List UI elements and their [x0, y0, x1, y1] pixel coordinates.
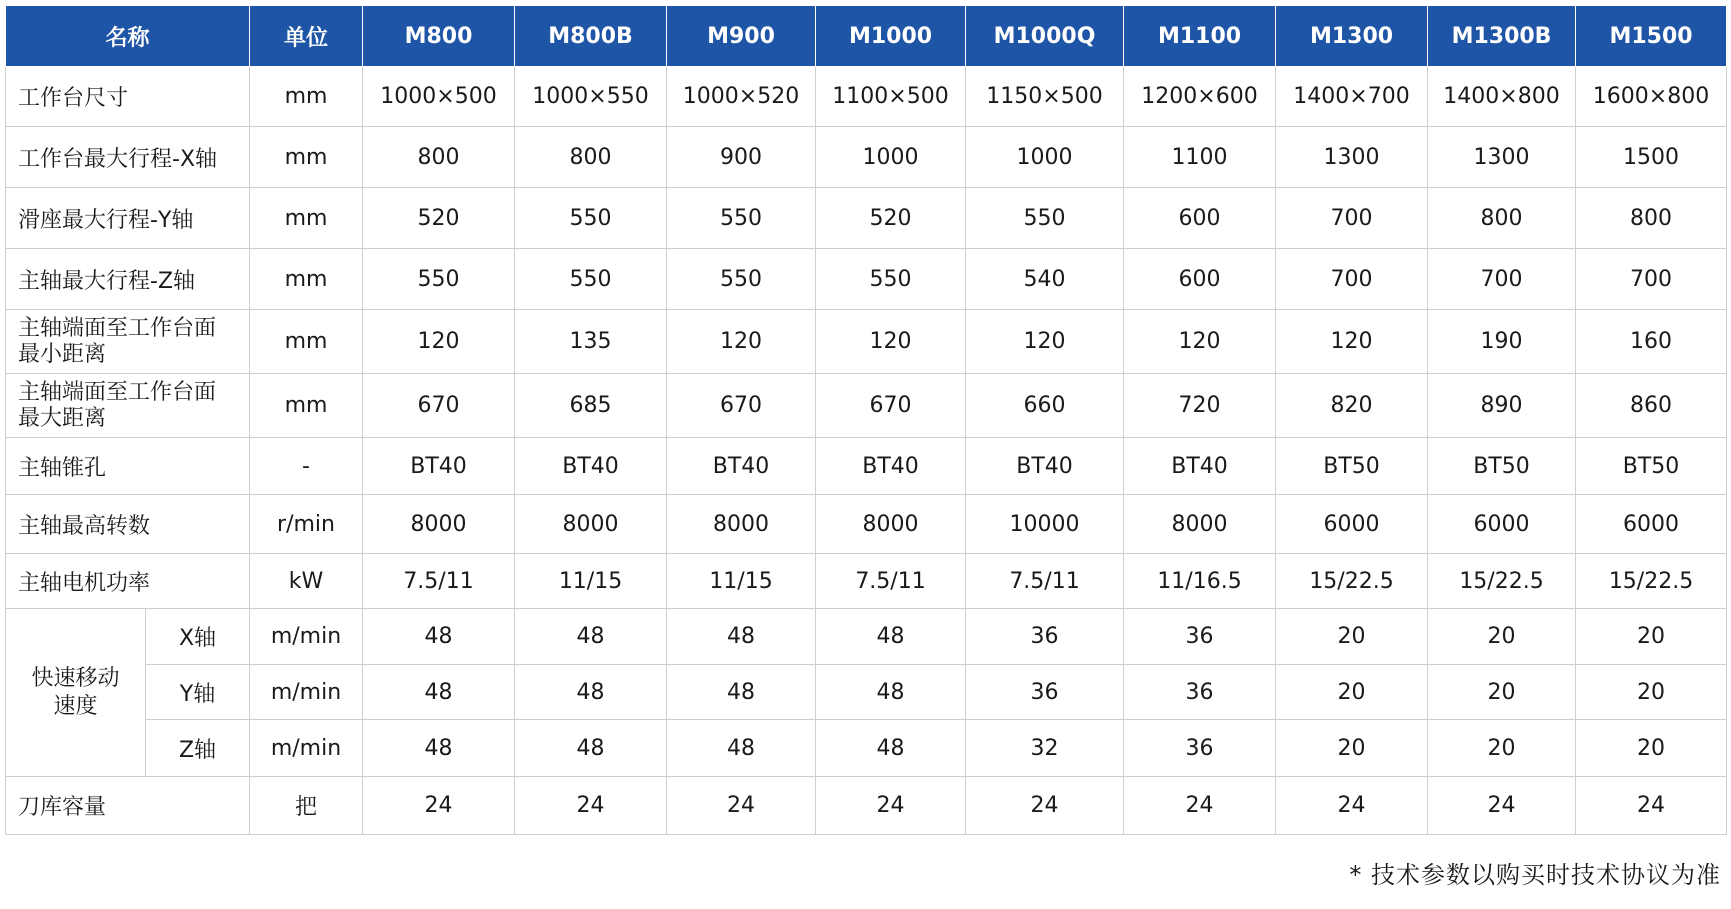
table-row	[6, 495, 1727, 554]
cell-value: 700	[1428, 249, 1576, 310]
cell-value: 1600×800	[1576, 67, 1727, 127]
cell-value: 670	[667, 374, 816, 438]
cell-value: 6000	[1276, 495, 1428, 554]
cell-value: 15/22.5	[1276, 554, 1428, 609]
cell-value: 1000×520	[667, 67, 816, 127]
row-label: 主轴最高转数	[6, 495, 250, 554]
row-label: 工作台最大行程-X轴	[6, 127, 250, 188]
cell-value: 20	[1576, 609, 1727, 665]
cell-value: 160	[1576, 310, 1727, 374]
header-model: M1500	[1576, 6, 1727, 67]
cell-value: 15/22.5	[1428, 554, 1576, 609]
cell-value: 540	[966, 249, 1124, 310]
cell-value: 600	[1124, 188, 1276, 249]
cell-value: 1150×500	[966, 67, 1124, 127]
cell-value: BT40	[363, 438, 515, 495]
cell-value: 36	[966, 665, 1124, 720]
row-label: 工作台尺寸	[6, 67, 250, 127]
cell-value: 600	[1124, 249, 1276, 310]
cell-value: 8000	[1124, 495, 1276, 554]
cell-value: 190	[1428, 310, 1576, 374]
cell-value: 48	[515, 609, 667, 665]
cell-value: 550	[816, 249, 966, 310]
cell-value: 24	[1124, 777, 1276, 835]
cell-value: 24	[515, 777, 667, 835]
cell-value: 8000	[816, 495, 966, 554]
row-label: 刀库容量	[6, 777, 250, 835]
row-unit: mm	[250, 188, 363, 249]
row-unit: r/min	[250, 495, 363, 554]
table-row	[6, 249, 1727, 310]
cell-value: 36	[1124, 720, 1276, 777]
row-unit: mm	[250, 249, 363, 310]
cell-value: 24	[1576, 777, 1727, 835]
row-unit: -	[250, 438, 363, 495]
cell-value: 6000	[1576, 495, 1727, 554]
cell-value: 6000	[1428, 495, 1576, 554]
cell-value: 520	[816, 188, 966, 249]
cell-value: 685	[515, 374, 667, 438]
cell-value: 20	[1276, 609, 1428, 665]
cell-value: 48	[816, 609, 966, 665]
cell-value: 550	[667, 188, 816, 249]
cell-value: BT50	[1428, 438, 1576, 495]
cell-value: 8000	[515, 495, 667, 554]
row-unit: m/min	[250, 609, 363, 665]
cell-value: 36	[966, 609, 1124, 665]
cell-value: 10000	[966, 495, 1124, 554]
row-label	[6, 374, 250, 438]
table-row	[6, 374, 1727, 438]
cell-value: 11/15	[667, 554, 816, 609]
cell-value: 550	[515, 188, 667, 249]
cell-value: 7.5/11	[966, 554, 1124, 609]
table-row	[6, 777, 1727, 835]
cell-value: BT40	[667, 438, 816, 495]
cell-value: 36	[1124, 609, 1276, 665]
table-row	[6, 310, 1727, 374]
cell-value: 1300	[1428, 127, 1576, 188]
cell-value: 700	[1276, 249, 1428, 310]
cell-value: 24	[1428, 777, 1576, 835]
cell-value: 120	[816, 310, 966, 374]
cell-value: 120	[363, 310, 515, 374]
table-row	[6, 720, 1727, 777]
cell-value: 120	[667, 310, 816, 374]
cell-value: BT40	[816, 438, 966, 495]
cell-value: 700	[1276, 188, 1428, 249]
cell-value: 11/15	[515, 554, 667, 609]
cell-value: 24	[966, 777, 1124, 835]
cell-value: 1200×600	[1124, 67, 1276, 127]
cell-value: 550	[363, 249, 515, 310]
cell-value: 48	[515, 720, 667, 777]
cell-value: 1000×550	[515, 67, 667, 127]
row-label	[6, 310, 250, 374]
cell-value: 120	[966, 310, 1124, 374]
rapid-group-label	[6, 609, 146, 777]
cell-value: 7.5/11	[363, 554, 515, 609]
cell-value: 550	[667, 249, 816, 310]
row-label-line1: 主轴端面至工作台面	[18, 379, 217, 405]
cell-value: 48	[363, 720, 515, 777]
cell-value: 48	[667, 720, 816, 777]
cell-value: 800	[515, 127, 667, 188]
rapid-axis-label: Z轴	[146, 720, 250, 777]
cell-value: BT40	[966, 438, 1124, 495]
cell-value: 24	[667, 777, 816, 835]
cell-value: BT50	[1576, 438, 1727, 495]
cell-value: 720	[1124, 374, 1276, 438]
cell-value: 670	[816, 374, 966, 438]
header-model: M800B	[515, 6, 667, 67]
cell-value: 860	[1576, 374, 1727, 438]
cell-value: 1100	[1124, 127, 1276, 188]
header-name: 名称	[6, 6, 250, 67]
cell-value: 660	[966, 374, 1124, 438]
cell-value: 550	[966, 188, 1124, 249]
table-row	[6, 554, 1727, 609]
cell-value: 32	[966, 720, 1124, 777]
header-row	[6, 6, 1727, 67]
footnote: * 技术参数以购买时技术协议为准	[1349, 861, 1721, 889]
cell-value: 1400×800	[1428, 67, 1576, 127]
table-row	[6, 609, 1727, 665]
cell-value: 48	[515, 665, 667, 720]
cell-value: 900	[667, 127, 816, 188]
cell-value: 135	[515, 310, 667, 374]
row-unit: 把	[250, 777, 363, 835]
cell-value: 20	[1428, 665, 1576, 720]
cell-value: 670	[363, 374, 515, 438]
cell-value: 1000×500	[363, 67, 515, 127]
cell-value: 48	[816, 720, 966, 777]
cell-value: 1500	[1576, 127, 1727, 188]
cell-value: 20	[1428, 609, 1576, 665]
cell-value: 20	[1428, 720, 1576, 777]
cell-value: 800	[1576, 188, 1727, 249]
cell-value: 1000	[966, 127, 1124, 188]
header-model: M1300	[1276, 6, 1428, 67]
cell-value: 120	[1276, 310, 1428, 374]
cell-value: 890	[1428, 374, 1576, 438]
table-row	[6, 438, 1727, 495]
cell-value: 7.5/11	[816, 554, 966, 609]
row-unit: mm	[250, 67, 363, 127]
rapid-group-line1: 快速移动	[31, 665, 120, 691]
cell-value: 1300	[1276, 127, 1428, 188]
row-unit: m/min	[250, 720, 363, 777]
header-model: M1000	[816, 6, 966, 67]
row-unit: kW	[250, 554, 363, 609]
header-model: M1300B	[1428, 6, 1576, 67]
header-model: M1100	[1124, 6, 1276, 67]
cell-value: 24	[363, 777, 515, 835]
cell-value: 36	[1124, 665, 1276, 720]
cell-value: 48	[816, 665, 966, 720]
rapid-group-line2: 速度	[53, 693, 98, 719]
cell-value: 20	[1276, 720, 1428, 777]
cell-value: 48	[667, 609, 816, 665]
cell-value: 20	[1276, 665, 1428, 720]
spec-table-container	[5, 5, 1726, 835]
spec-table	[5, 5, 1727, 835]
row-label-line2: 最小距离	[18, 341, 107, 367]
cell-value: 1000	[816, 127, 966, 188]
cell-value: 800	[1428, 188, 1576, 249]
rapid-axis-label: X轴	[146, 609, 250, 665]
cell-value: BT50	[1276, 438, 1428, 495]
row-label-line2: 最大距离	[18, 405, 107, 431]
row-label: 主轴锥孔	[6, 438, 250, 495]
row-unit: mm	[250, 310, 363, 374]
cell-value: 700	[1576, 249, 1727, 310]
cell-value: 120	[1124, 310, 1276, 374]
cell-value: 24	[1276, 777, 1428, 835]
row-label: 主轴最大行程-Z轴	[6, 249, 250, 310]
header-model: M800	[363, 6, 515, 67]
cell-value: 800	[363, 127, 515, 188]
cell-value: 8000	[667, 495, 816, 554]
cell-value: 20	[1576, 720, 1727, 777]
row-unit: m/min	[250, 665, 363, 720]
cell-value: 48	[363, 665, 515, 720]
row-unit: mm	[250, 127, 363, 188]
cell-value: 24	[816, 777, 966, 835]
cell-value: 20	[1576, 665, 1727, 720]
cell-value: 1100×500	[816, 67, 966, 127]
cell-value: 520	[363, 188, 515, 249]
table-row	[6, 67, 1727, 127]
cell-value: BT40	[515, 438, 667, 495]
row-label: 滑座最大行程-Y轴	[6, 188, 250, 249]
header-unit: 单位	[250, 6, 363, 67]
header-model: M900	[667, 6, 816, 67]
table-row	[6, 188, 1727, 249]
row-label: 主轴电机功率	[6, 554, 250, 609]
cell-value: BT40	[1124, 438, 1276, 495]
cell-value: 48	[363, 609, 515, 665]
table-row	[6, 665, 1727, 720]
cell-value: 1400×700	[1276, 67, 1428, 127]
cell-value: 48	[667, 665, 816, 720]
row-unit: mm	[250, 374, 363, 438]
cell-value: 8000	[363, 495, 515, 554]
cell-value: 15/22.5	[1576, 554, 1727, 609]
cell-value: 550	[515, 249, 667, 310]
cell-value: 11/16.5	[1124, 554, 1276, 609]
row-label-line1: 主轴端面至工作台面	[18, 315, 217, 341]
rapid-axis-label: Y轴	[146, 665, 250, 720]
cell-value: 820	[1276, 374, 1428, 438]
table-row	[6, 127, 1727, 188]
header-model: M1000Q	[966, 6, 1124, 67]
